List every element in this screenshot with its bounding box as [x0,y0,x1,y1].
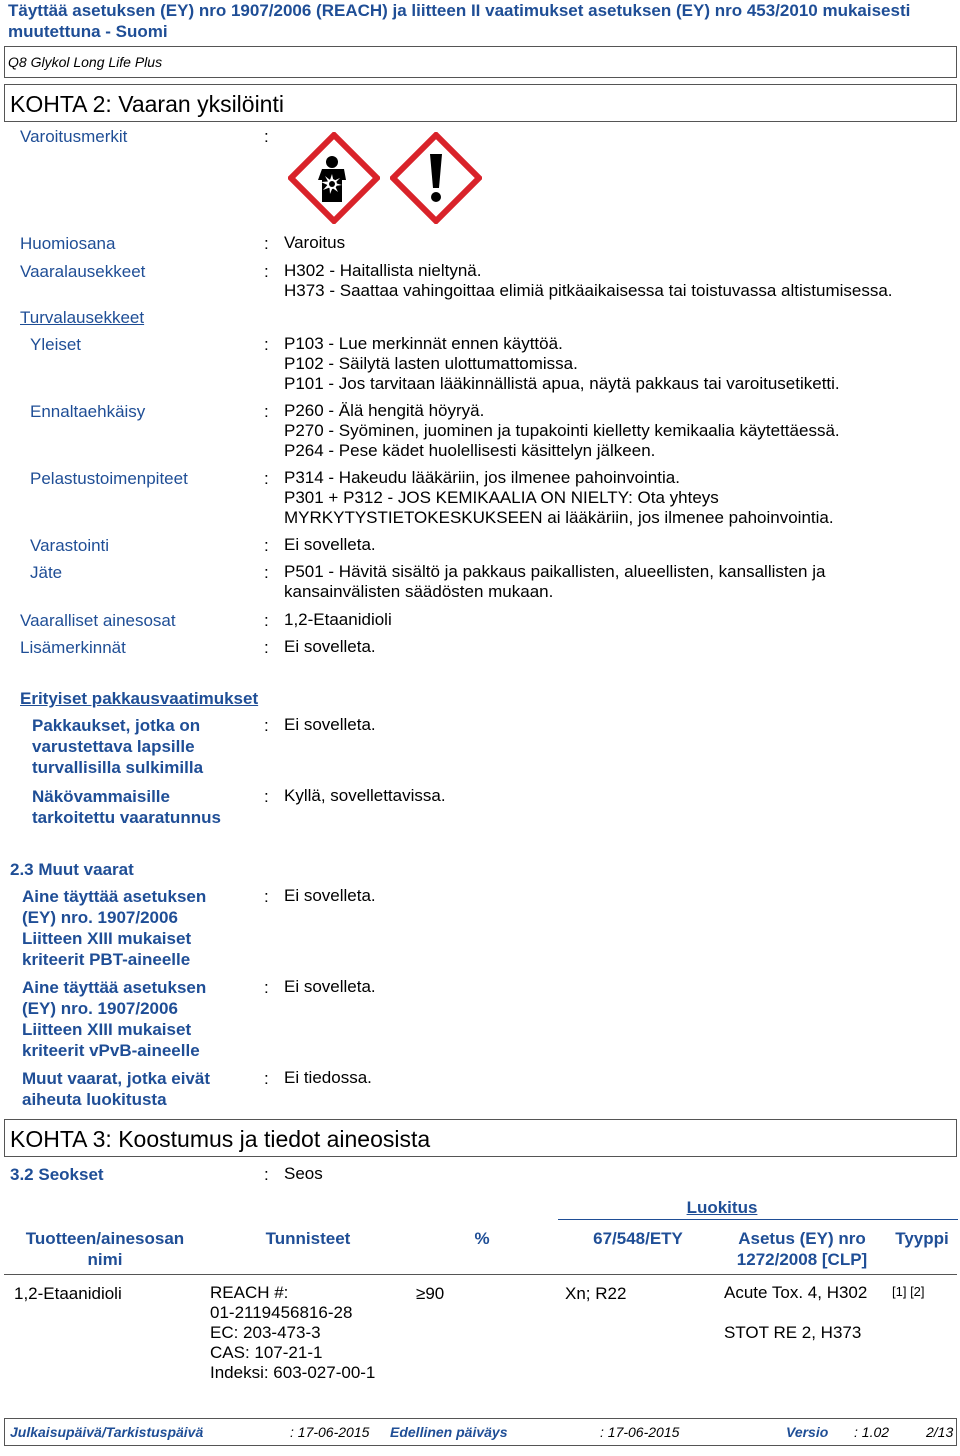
precaution-statement: P501 - Hävitä sisältö ja pakkaus paikallisten, alueellisten, kansallisten ja [284,562,826,581]
header-line: Tuotteen/ainesosan [25,1229,185,1248]
col-header-name [10,1228,200,1270]
huomiosana-label: Huomiosana [20,234,116,253]
footer-julkaisu-label: Julkaisupäivä/Tarkistuspäivä [10,1424,204,1440]
pakkaukset-label [32,715,203,778]
varastointi-value: Ei sovelleta. [284,535,376,554]
luokitus-header: Luokitus [686,1198,758,1217]
colon: : [264,234,269,253]
label-line: Liitteen XIII mukaiset [22,1020,192,1039]
col-header-ids: Tunnisteet [265,1229,351,1248]
id-line: Indeksi: 603-027-00-1 [210,1363,376,1382]
label-line: (EY) nro. 1907/2006 [22,999,178,1018]
nakovammaisille-value: Kyllä, sovellettavissa. [284,786,446,805]
colon: : [264,262,269,281]
table-header-divider [4,1274,957,1275]
huomiosana-value: Varoitus [284,233,346,252]
jate-label: Jäte [30,563,63,582]
pelastustoimenpiteet-values [284,468,834,528]
label-line: varustettava lapsille [32,737,195,756]
vpvb-value: Ei sovelleta. [284,977,376,996]
colon: : [264,978,269,997]
document-header-title: Täyttää asetuksen (EY) nro 1907/2006 (REACH) ja liitteen II vaatimukset asetuksen (EY) nro 453/2010 mukaisesti muutettuna - Suomi [8,1,911,41]
luokitus-divider [558,1219,958,1220]
erityiset-pakkausvaatimukset-label: Erityiset pakkausvaatimukset [20,689,259,708]
table-cell-type: [1] [2] [892,1284,925,1299]
table-cell-name: 1,2-Etaanidioli [14,1284,122,1303]
colon: : [264,787,269,806]
id-line: CAS: 107-21-1 [210,1343,323,1362]
table-cell-ids [210,1283,375,1383]
colon: : [264,563,269,582]
id-line: REACH #: [210,1283,289,1302]
clp-line: STOT RE 2, H373 [724,1323,862,1342]
label-line: (EY) nro. 1907/2006 [22,908,178,927]
col-header-clp [722,1228,882,1270]
label-line: kriteerit PBT-aineelle [22,950,191,969]
label-line: Muut vaarat, jotka eivät [22,1069,211,1088]
precaution-statement: P314 - Hakeudu lääkäriin, jos ilmenee pahoinvointia. [284,468,680,487]
label-line: Aine täyttää asetuksen [22,978,207,997]
vaaralliset-ainesosat-value: 1,2-Etaanidioli [284,610,392,629]
muut-value: Ei tiedossa. [284,1068,372,1087]
precaution-statement: MYRKYTYSTIETOKESKUKSEEN ai lääkäriin, jos ilmenee pahoinvointia. [284,508,834,527]
colon: : [264,716,269,735]
section3-title: KOHTA 3: Koostumus ja tiedot aineosista [10,1126,431,1152]
id-line: EC: 203-473-3 [210,1323,321,1342]
label-line: turvallisilla sulkimilla [32,758,204,777]
table-cell-clp [724,1283,867,1343]
colon: : [264,127,269,146]
footer-versio-label: Versio [786,1424,829,1440]
vaaralausekkeet-values [284,261,893,301]
footer-julkaisu-value: : 17-06-2015 [290,1424,370,1440]
label-line: tarkoitettu vaaratunnus [32,808,221,827]
seokset-label: 3.2 Seokset [10,1165,104,1184]
footer-versio-value: : 1.02 [854,1424,890,1440]
col-header-dir: 67/548/ETY [593,1229,683,1248]
pbt-label [22,886,206,970]
vpvb-label [22,977,206,1061]
muut-label [22,1068,210,1110]
colon: : [264,1165,269,1184]
precaution-statement: P270 - Syöminen, juominen ja tupakointi kielletty kemikaalia käytettäessä. [284,421,840,440]
hazard-statement: H302 - Haitallista nieltynä. [284,261,482,280]
precaution-statement: P103 - Lue merkinnät ennen käyttöä. [284,334,563,353]
varastointi-label: Varastointi [30,536,110,555]
label-line: kriteerit vPvB-aineelle [22,1041,200,1060]
colon: : [264,611,269,630]
hazard-statement: H373 - Saattaa vahingoittaa elimiä pitkäaikaisessa tai toistuvassa altistumisessa. [284,281,893,300]
varoitusmerkit-label: Varoitusmerkit [20,127,128,146]
col-header-type: Tyyppi [895,1229,949,1248]
yleiset-label: Yleiset [30,335,82,354]
lisamerkinnat-label: Lisämerkinnät [20,638,126,657]
colon: : [264,1069,269,1088]
col-header-percent: % [474,1229,490,1248]
pbt-value: Ei sovelleta. [284,886,376,905]
exclamation-mark-pictogram [390,132,482,224]
colon: : [264,638,269,657]
pakkaukset-value: Ei sovelleta. [284,715,376,734]
vaaralausekkeet-label: Vaaralausekkeet [20,262,146,281]
yleiset-values [284,334,840,394]
colon: : [264,402,269,421]
colon: : [264,887,269,906]
precaution-statement: P260 - Älä hengitä höyryä. [284,401,485,420]
product-name: Q8 Glykol Long Life Plus [8,54,163,70]
precaution-statement: P301 + P312 - JOS KEMIKAALIA ON NIELTY: Ota yhteys [284,488,719,507]
nakovammaisille-label [32,786,221,828]
colon: : [264,536,269,555]
colon: : [264,335,269,354]
section2-title: KOHTA 2: Vaaran yksilöinti [10,91,284,117]
precaution-statement: P264 - Pese kädet huolellisesti käsittelyn jälkeen. [284,441,656,460]
pelastustoimenpiteet-label: Pelastustoimenpiteet [30,469,188,488]
label-line: Pakkaukset, jotka on [32,716,201,735]
header-line: 1272/2008 [CLP] [736,1250,868,1269]
turvalausekkeet-label: Turvalausekkeet [20,308,145,327]
jate-values [284,562,825,602]
label-line: Aine täyttää asetuksen [22,887,207,906]
vaaralliset-ainesosat-label: Vaaralliset ainesosat [20,611,176,630]
health-hazard-pictogram [288,132,380,224]
footer-page-number: 2/13 [926,1424,954,1440]
header-line: nimi [87,1250,123,1269]
label-line: Liitteen XIII mukaiset [22,929,192,948]
table-cell-dir: Xn; R22 [565,1284,627,1303]
id-line: 01-2119456816-28 [210,1303,353,1322]
colon: : [264,469,269,488]
seokset-value: Seos [284,1164,323,1183]
ennaltaehkaisy-values [284,401,840,461]
footer-edellinen-label: Edellinen päiväys [390,1424,508,1440]
footer-edellinen-value: : 17-06-2015 [600,1424,680,1440]
lisamerkinnat-value: Ei sovelleta. [284,637,376,656]
header-line: Asetus (EY) nro [738,1229,866,1248]
muut-vaarat-heading: 2.3 Muut vaarat [10,860,134,879]
label-line: aiheuta luokitusta [22,1090,167,1109]
table-cell-percent: ≥90 [416,1284,445,1303]
precaution-statement: kansainvälisten säädösten mukaan. [284,582,554,601]
ennaltaehkaisy-label: Ennaltaehkäisy [30,402,146,421]
label-line: Näkövammaisille [32,787,170,806]
precaution-statement: P102 - Säilytä lasten ulottumattomissa. [284,354,578,373]
clp-line: Acute Tox. 4, H302 [724,1283,868,1302]
precaution-statement: P101 - Jos tarvitaan lääkinnällistä apua, näytä pakkaus tai varoitusetiketti. [284,374,840,393]
